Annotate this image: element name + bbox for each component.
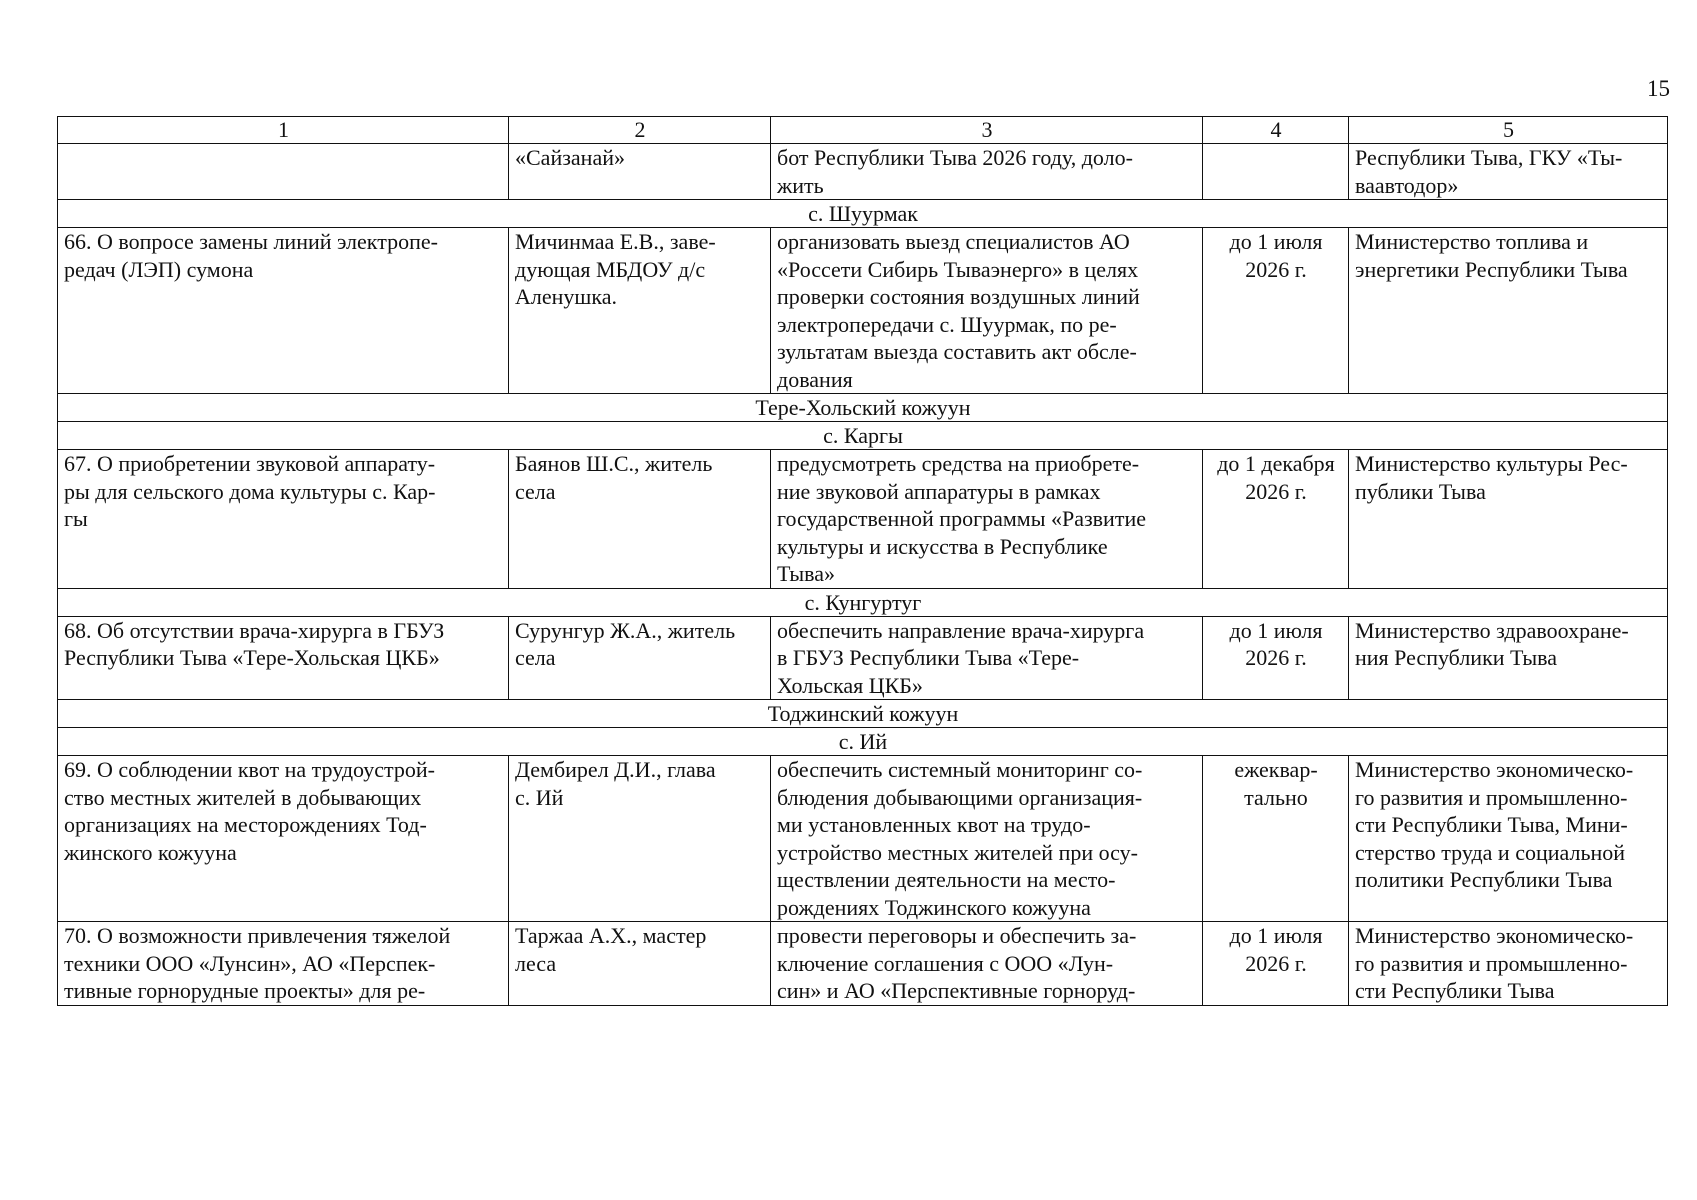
deadline-cell: до 1 июля 2026 г.	[1203, 228, 1349, 394]
issue-cell: 67. О приобретении звуковой аппарату- ры для сельского дома культуры с. Кар- гы	[58, 450, 509, 589]
settlement-heading: с. Ий	[58, 728, 1668, 756]
table-row	[58, 922, 1668, 1006]
action-cell: обеспечить направление врача-хирурга в ГБУЗ Республики Тыва «Тере- Хольская ЦКБ»	[771, 616, 1203, 700]
initiator-cell: Таржаа А.Х., мастер леса	[509, 922, 771, 1006]
column-number: 3	[771, 117, 1203, 144]
initiator-cell: Дембирел Д.И., глава с. Ий	[509, 756, 771, 922]
table-row	[58, 450, 1668, 589]
table-row	[58, 616, 1668, 700]
table-row	[58, 144, 1668, 200]
district-heading: Тоджинский кожуун	[58, 700, 1668, 728]
deadline-cell: до 1 июля 2026 г.	[1203, 616, 1349, 700]
responsible-cell: Министерство культуры Рес- публики Тыва	[1349, 450, 1668, 589]
deadline-cell: до 1 декабря 2026 г.	[1203, 450, 1349, 589]
section-row	[58, 200, 1668, 228]
deadline-cell	[1203, 144, 1349, 200]
issue-cell: 66. О вопросе замены линий электропе- редач (ЛЭП) сумона	[58, 228, 509, 394]
issue-cell: 69. О соблюдении квот на трудоустрой- ство местных жителей в добывающих организациях на месторождениях Тод- жинского кожууна	[58, 756, 509, 922]
deadline-cell: до 1 июля 2026 г.	[1203, 922, 1349, 1006]
column-numbers-row	[58, 117, 1668, 144]
action-cell: организовать выезд специалистов АО «Россети Сибирь Тываэнерго» в целях проверки состояния воздушных линий электропередачи с. Шуурмак, по ре- зультатам выезда составить акт обсле- дования	[771, 228, 1203, 394]
page-number: 15	[1647, 76, 1670, 101]
decisions-table	[57, 116, 1668, 1006]
responsible-cell: Министерство экономическо- го развития и промышленно- сти Республики Тыва, Мини- стерство труда и социальной политики Республики Тыва	[1349, 756, 1668, 922]
section-row	[58, 700, 1668, 728]
table-row	[58, 228, 1668, 394]
settlement-heading: с. Каргы	[58, 422, 1668, 450]
column-number: 1	[58, 117, 509, 144]
action-cell: провести переговоры и обеспечить за- ключение соглашения с ООО «Лун- син» и АО «Перспективные горноруд-	[771, 922, 1203, 1006]
initiator-cell: Баянов Ш.С., житель села	[509, 450, 771, 589]
column-number: 4	[1203, 117, 1349, 144]
initiator-cell: «Сайзанай»	[509, 144, 771, 200]
issue-cell	[58, 144, 509, 200]
responsible-cell: Министерство здравоохране- ния Республики Тыва	[1349, 616, 1668, 700]
initiator-cell: Сурунгур Ж.А., житель села	[509, 616, 771, 700]
settlement-heading: с. Шуурмак	[58, 200, 1668, 228]
section-row	[58, 422, 1668, 450]
responsible-cell: Министерство экономическо- го развития и промышленно- сти Республики Тыва	[1349, 922, 1668, 1006]
district-heading: Тере-Хольский кожуун	[58, 394, 1668, 422]
initiator-cell: Мичинмаа Е.В., заве- дующая МБДОУ д/с Аленушка.	[509, 228, 771, 394]
section-row	[58, 728, 1668, 756]
action-cell: бот Республики Тыва 2026 году, доло- жить	[771, 144, 1203, 200]
deadline-cell: ежеквар- тально	[1203, 756, 1349, 922]
responsible-cell: Республики Тыва, ГКУ «Ты- ваавтодор»	[1349, 144, 1668, 200]
section-row	[58, 394, 1668, 422]
column-number: 5	[1349, 117, 1668, 144]
action-cell: обеспечить системный мониторинг со- блюдения добывающими организация- ми установленных квот на трудо- устройство местных жителей при осу- ществлении деятельности на место- рождениях Тоджинского кожууна	[771, 756, 1203, 922]
action-cell: предусмотреть средства на приобрете- ние звуковой аппаратуры в рамках государственной программы «Развитие культуры и искусства в Республике Тыва»	[771, 450, 1203, 589]
table-row	[58, 756, 1668, 922]
settlement-heading: с. Кунгуртуг	[58, 588, 1668, 616]
issue-cell: 68. Об отсутствии врача-хирурга в ГБУЗ Республики Тыва «Тере-Хольская ЦКБ»	[58, 616, 509, 700]
section-row	[58, 588, 1668, 616]
issue-cell: 70. О возможности привлечения тяжелой техники ООО «Лунсин», АО «Перспек- тивные горнорудные проекты» для ре-	[58, 922, 509, 1006]
responsible-cell: Министерство топлива и энергетики Республики Тыва	[1349, 228, 1668, 394]
column-number: 2	[509, 117, 771, 144]
